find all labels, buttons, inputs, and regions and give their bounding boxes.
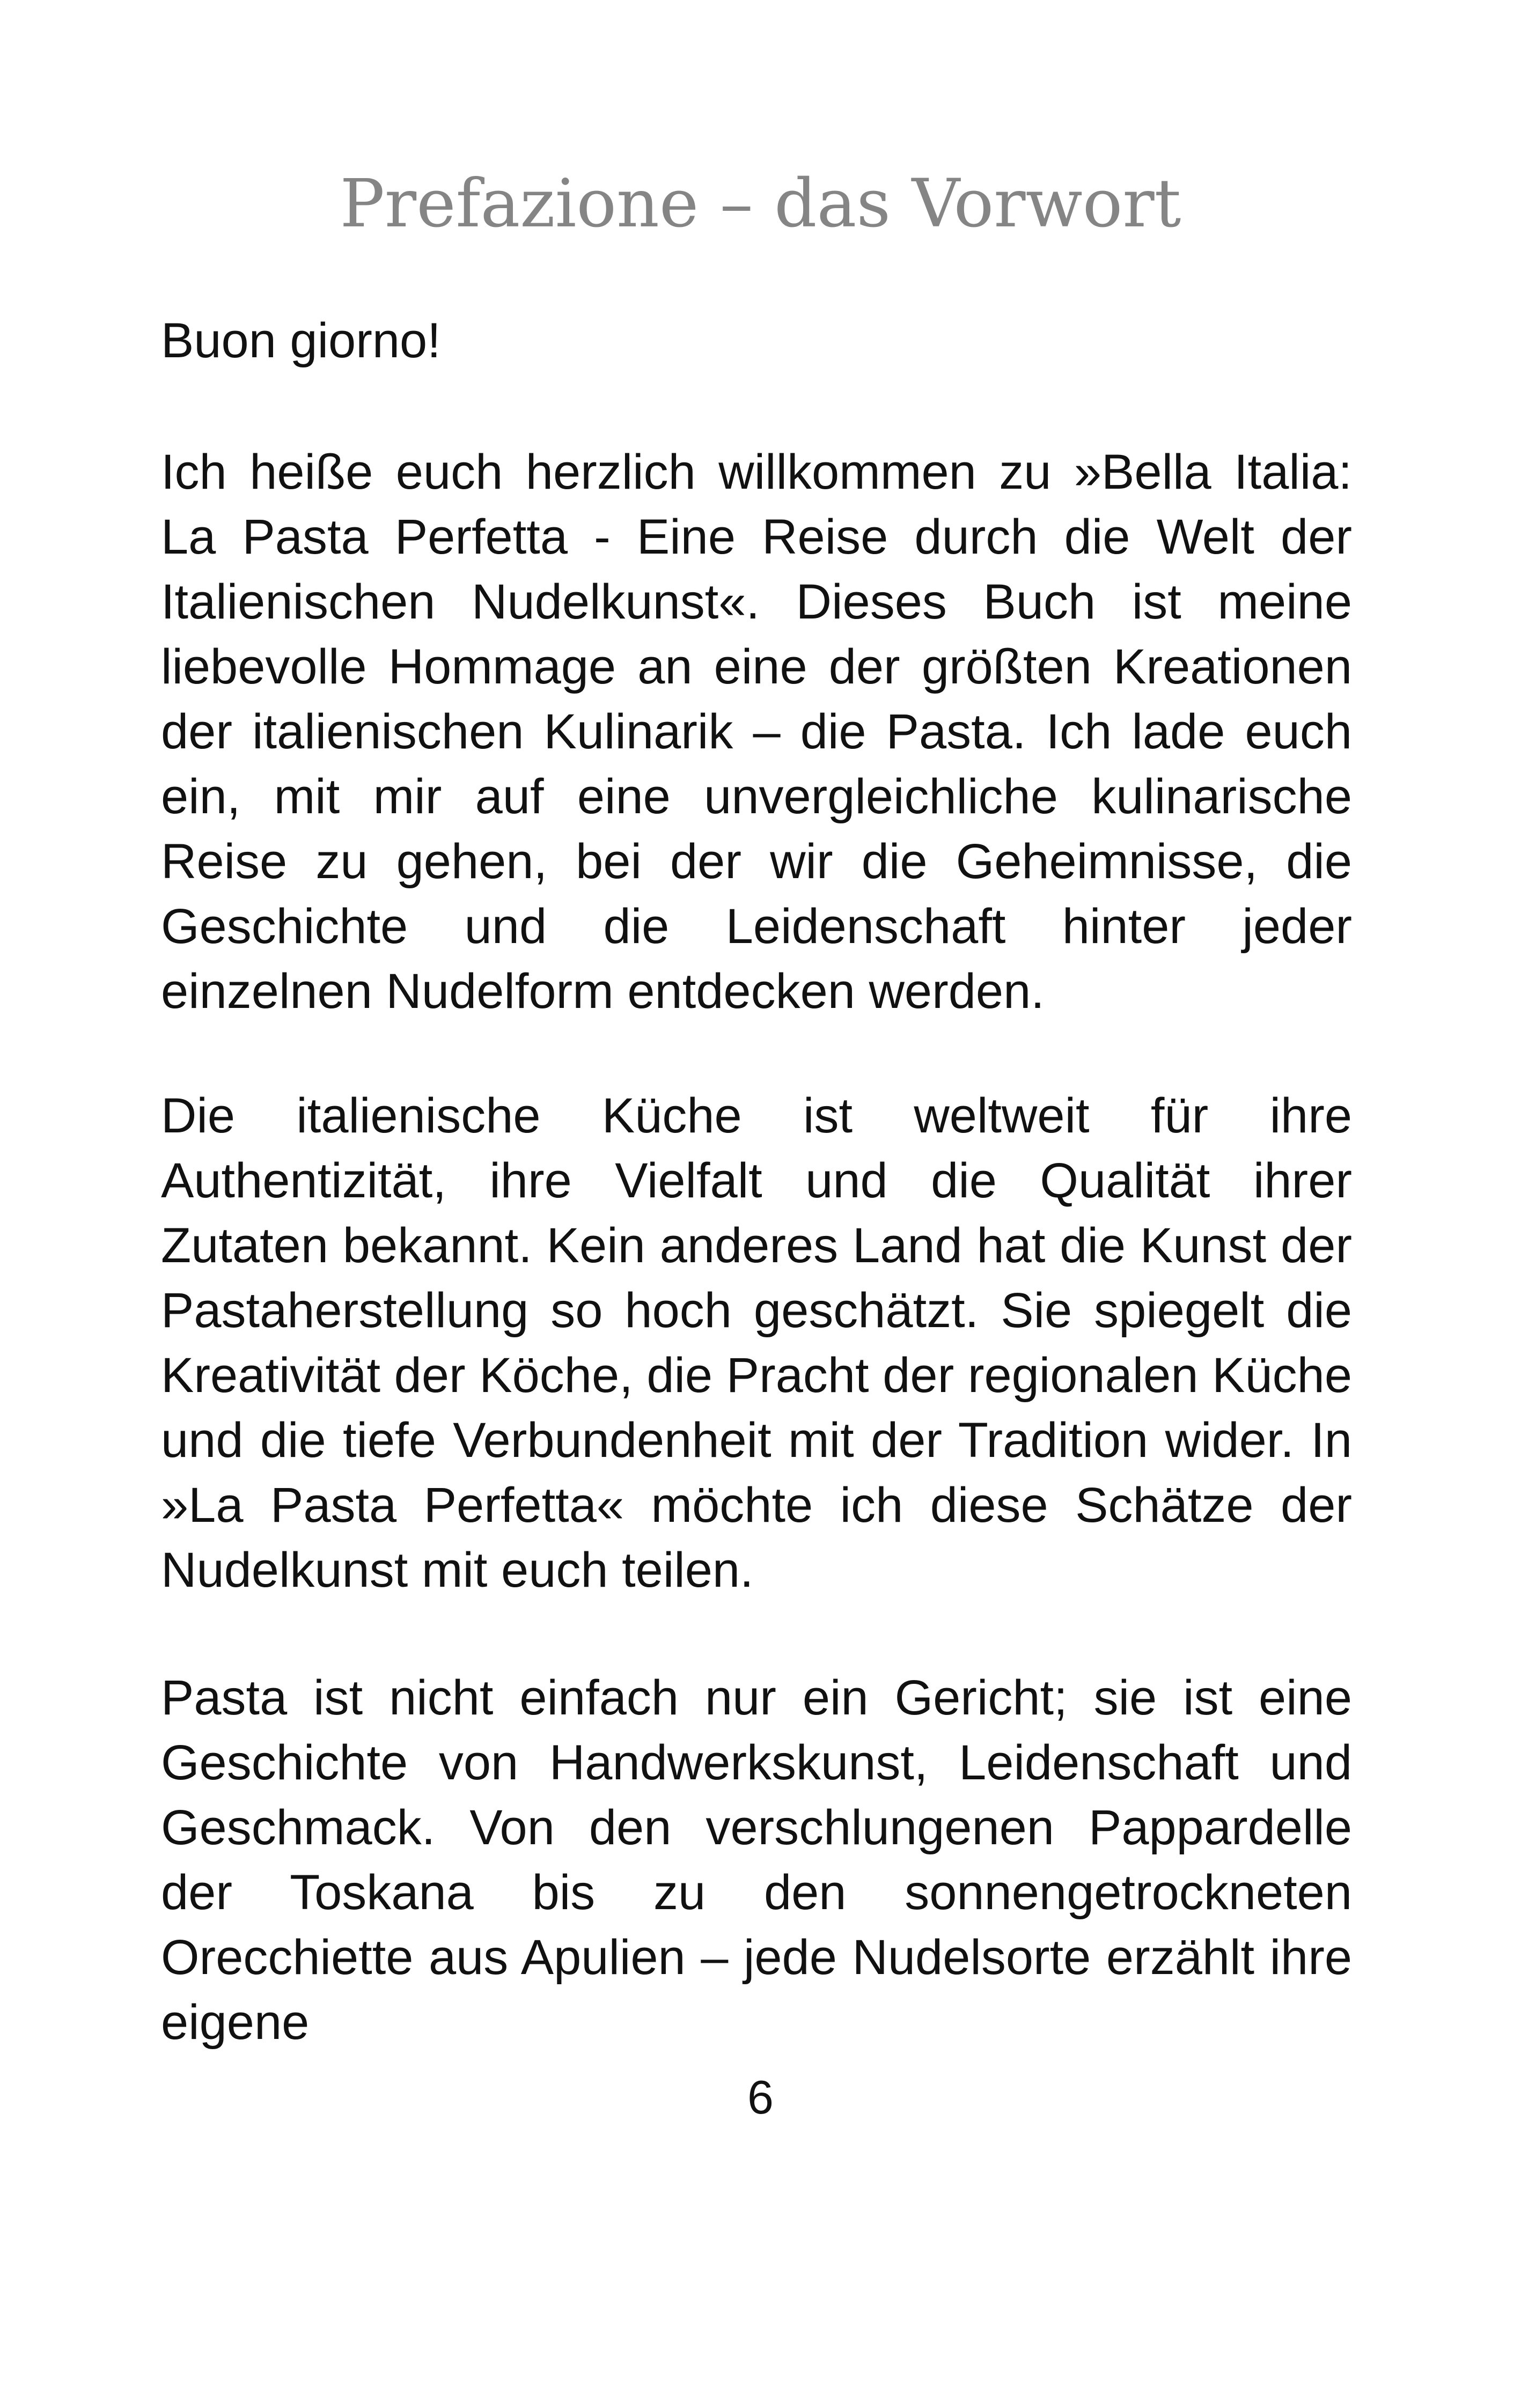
paragraph-2: Die italienische Küche ist weltweit für ihre Authentizität, ihre Vielfalt und die Qualität ihrer Zutaten bekannt. Kein anderes Land hat die Kunst der Pastaherstellung so hoch geschätzt. Sie spiegelt die Kreativität der Köche, die Pracht der regionalen Küche und die tiefe Verbundenheit mit der Tradition wider. In »La Pasta Perfetta« möchte ich diese Schätze der Nudelkunst mit euch teilen. (161, 1088, 1352, 1597)
paragraph-1: Ich heiße euch herzlich willkommen zu »Bella Italia: La Pasta Perfetta - Eine Reise durch die Welt der Italienischen Nudelkunst«. Dieses Buch ist meine liebevolle Hommage an eine der größten Kreationen der italienischen Kulinarik – die Pasta. Ich lade euch ein, mit mir auf eine unvergleichliche kulinarische Reise zu gehen, bei der wir die Geheimnisse, die Geschichte und die Leidenschaft hinter jeder einzelnen Nudelform entdecken werden. (161, 445, 1352, 1019)
page-number: 6 (747, 2071, 774, 2124)
paragraph-3: Pasta ist nicht einfach nur ein Gericht; sie ist eine Geschichte von Handwerkskunst, Leidenschaft und Geschmack. Von den verschlungenen Pappardelle der Toskana bis zu den sonnengetrockneten Orecchiette aus Apulien – jede Nudelsorte erzählt ihre eigene (161, 1670, 1352, 2050)
chapter-title: Prefazione – das Vorwort (340, 165, 1181, 242)
greeting-text: Buon giorno! (161, 313, 441, 368)
